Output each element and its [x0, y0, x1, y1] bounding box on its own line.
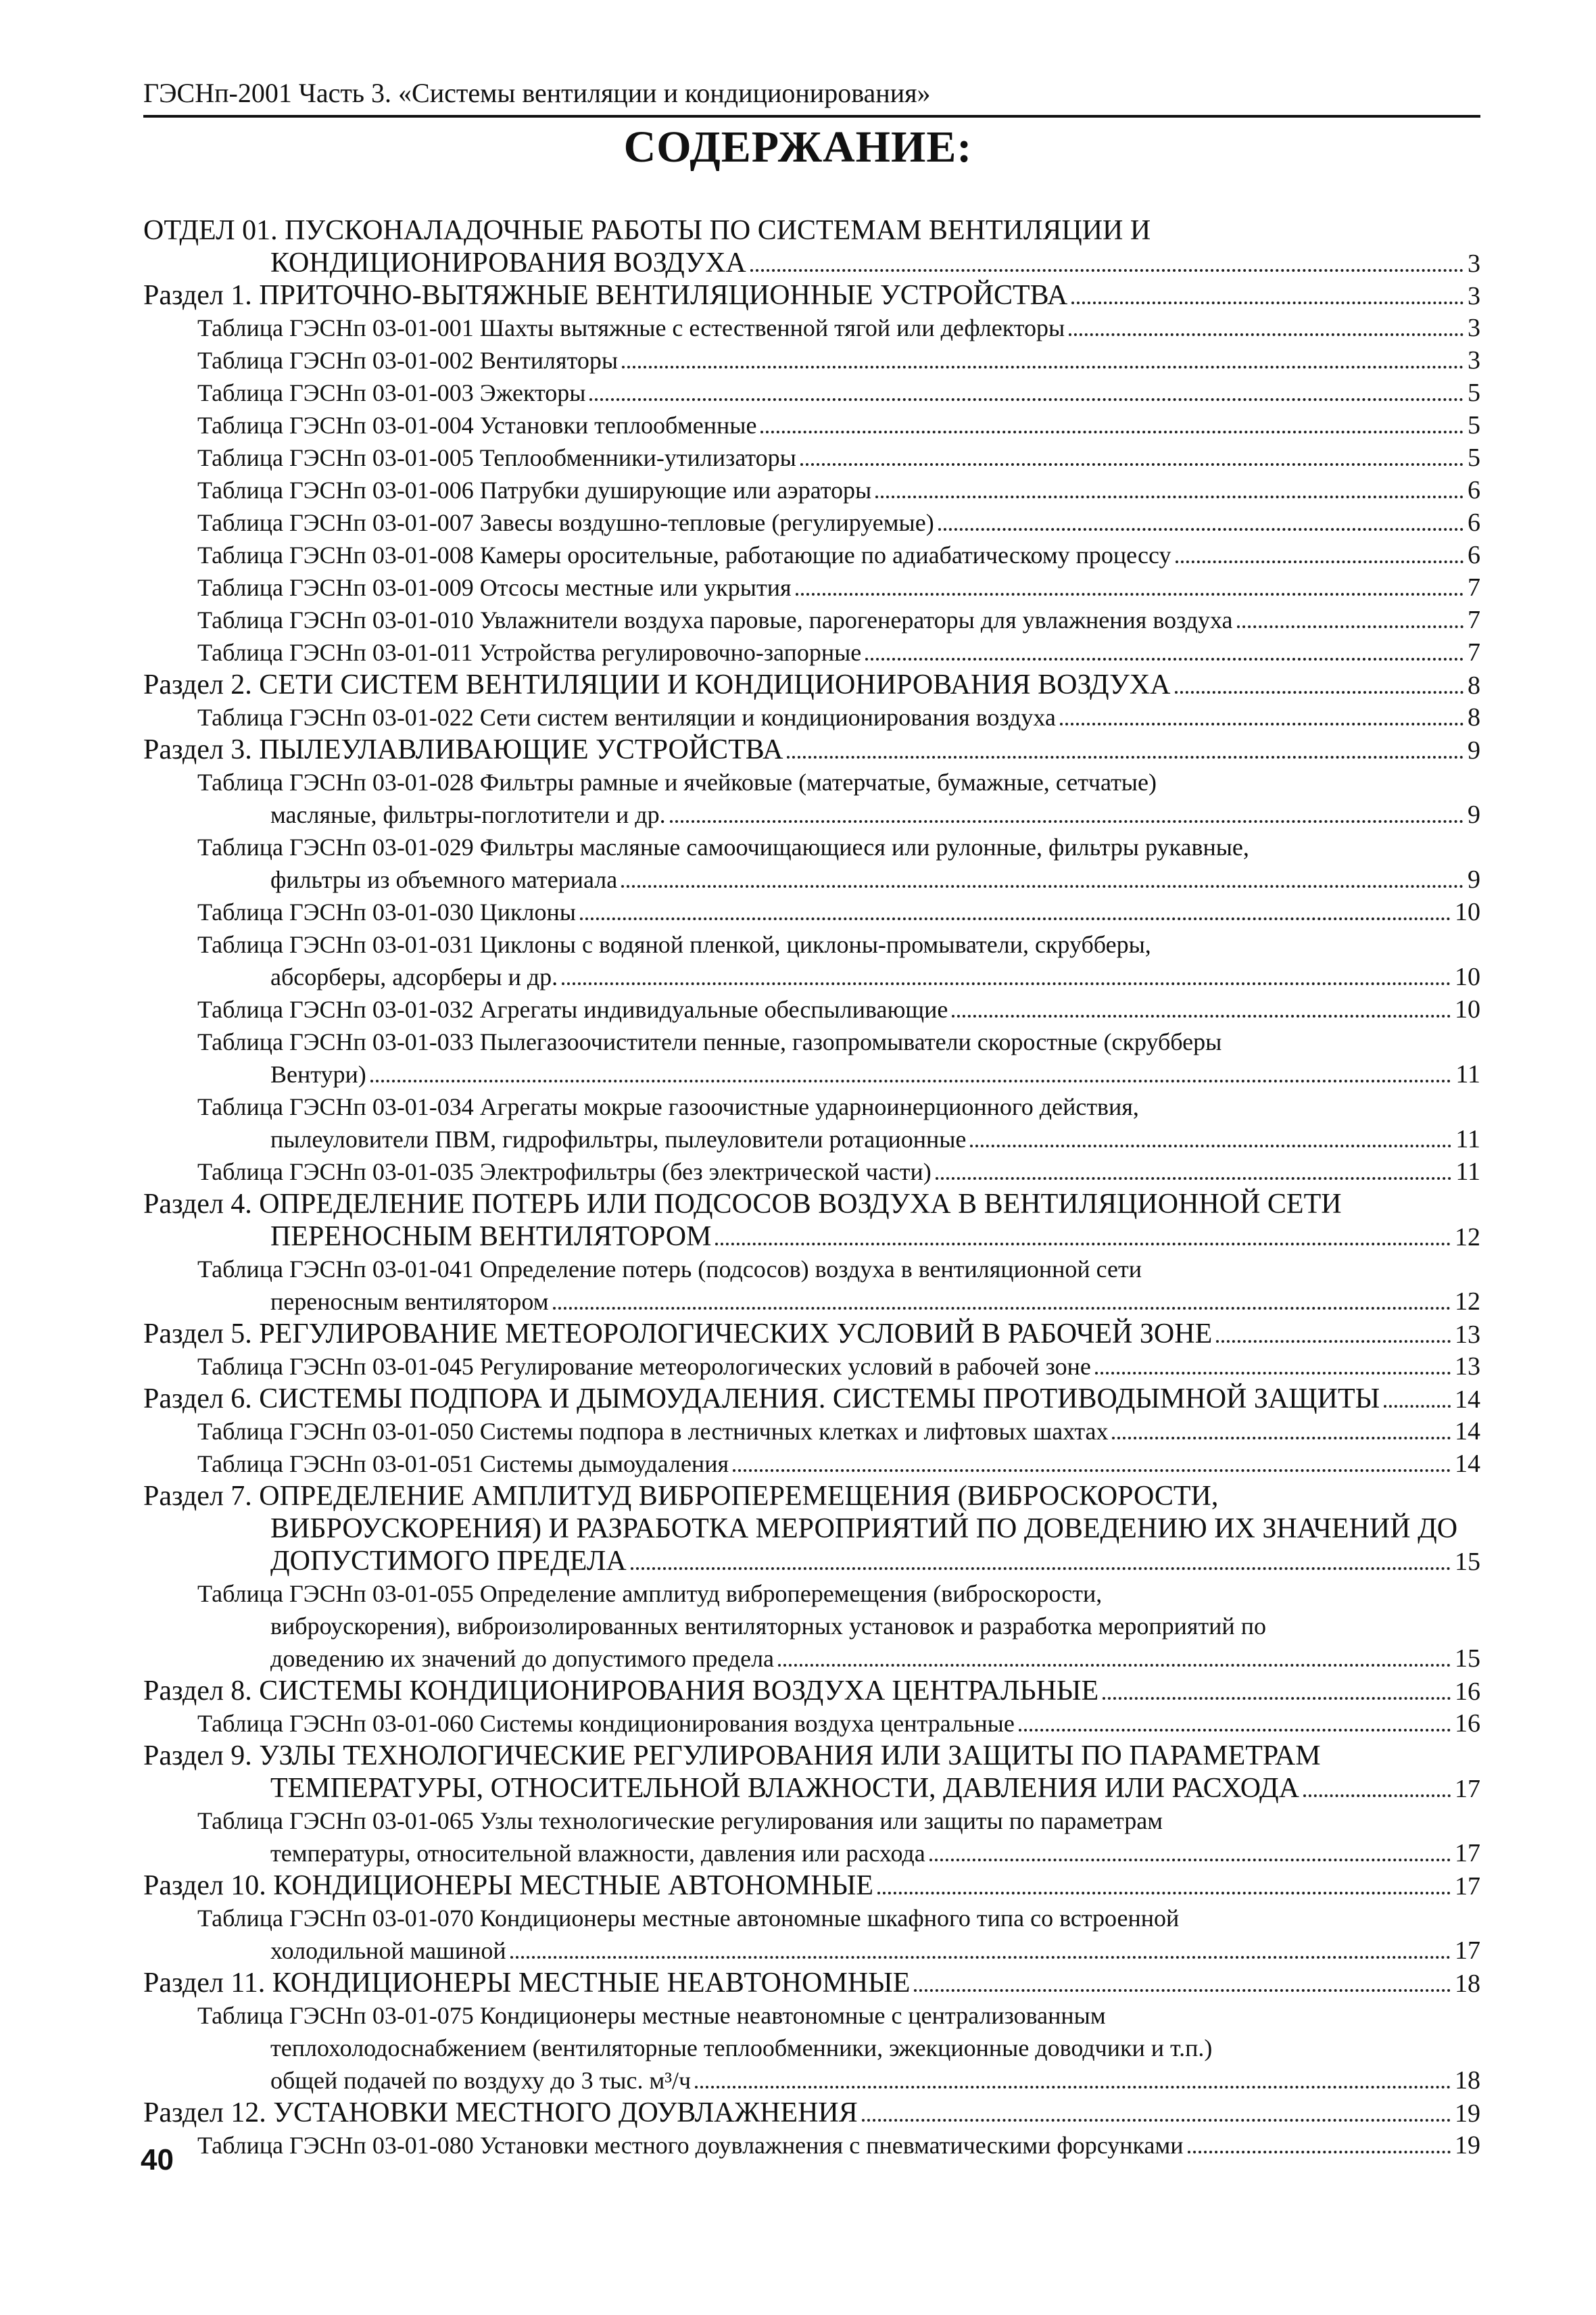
toc-page-number: 19	[1455, 2099, 1480, 2128]
dot-leader	[1188, 2151, 1451, 2153]
toc-entry-otdel-01-line2[interactable]	[270, 247, 1480, 279]
toc-entry-t-029-line2[interactable]	[270, 864, 1480, 896]
toc-page-number: 14	[1455, 1450, 1480, 1478]
toc-entry-t-028-line1[interactable]	[197, 767, 1480, 798]
toc-entry-t-055-line3[interactable]	[270, 1643, 1480, 1675]
toc-entry-razdel-9-line2[interactable]	[270, 1773, 1480, 1805]
toc-entry-text: ТЕМПЕРАТУРЫ, ОТНОСИТЕЛЬНОЙ ВЛАЖНОСТИ, ДАВЛЕНИЯ ИЛИ РАСХОДА	[270, 1773, 1299, 1804]
toc-entry-text: Таблица ГЭСНп 03-01-041 Определение потерь (подсосов) воздуха в вентиляционной сети	[197, 1256, 1142, 1283]
toc-entry-razdel-4-line2[interactable]	[270, 1221, 1480, 1253]
toc-entry-razdel-7-line2[interactable]	[270, 1513, 1480, 1545]
dot-leader	[787, 756, 1464, 759]
dot-leader	[1069, 333, 1464, 336]
toc-entry-text: Таблица ГЭСНп 03-01-006 Патрубки душирующие или аэраторы	[197, 477, 872, 504]
toc-entry-t-070-line1[interactable]	[197, 1903, 1480, 1934]
dot-leader	[1176, 560, 1464, 563]
dot-leader	[1095, 1372, 1451, 1375]
toc-entry-t-001[interactable]	[197, 312, 1480, 344]
toc-entry-text: виброускорения), виброизолированных вентиляторных установок и разработка мероприятий по	[270, 1613, 1266, 1640]
toc-page-number: 10	[1455, 995, 1480, 1024]
toc-entry-text: Таблица ГЭСНп 03-01-007 Завесы воздушно-тепловые (регулируемые)	[197, 509, 934, 536]
toc-entry-razdel-9-line1[interactable]	[143, 1740, 1480, 1772]
toc-entry-text: Таблица ГЭСНп 03-01-060 Системы кондиционирования воздуха центральные	[197, 1710, 1015, 1737]
toc-entry-text: теплохолодоснабжением (вентиляторные теплообменники, эжекционные доводчики и т.п.)	[270, 2034, 1213, 2061]
toc-page-number: 3	[1468, 282, 1480, 310]
toc-entry-text: Таблица ГЭСНп 03-01-075 Кондиционеры местные неавтономные с централизованным	[197, 2002, 1106, 2029]
toc-entry-t-031-line1[interactable]	[197, 929, 1480, 961]
toc-entry-text: абсорберы, адсорберы и др.	[270, 963, 558, 991]
dot-leader	[914, 1989, 1451, 1992]
toc-page-number: 3	[1468, 346, 1480, 375]
toc-entry-t-004[interactable]	[197, 410, 1480, 441]
toc-entry-razdel-5[interactable]	[143, 1318, 1480, 1350]
toc-page-number: 11	[1455, 1060, 1480, 1089]
toc-entry-t-055-line2[interactable]	[270, 1610, 1480, 1642]
toc-entry-t-032[interactable]	[197, 994, 1480, 1026]
toc-page-number: 14	[1455, 1417, 1480, 1446]
toc-entry-text: ОТДЕЛ 01. ПУСКОНАЛАДОЧНЫЕ РАБОТЫ ПО СИСТЕМАМ ВЕНТИЛЯЦИИ И	[143, 215, 1151, 246]
toc-entry-t-035[interactable]	[197, 1156, 1480, 1188]
toc-entry-text: ВИБРОУСКОРЕНИЯ) И РАЗРАБОТКА МЕРОПРИЯТИЙ ПО ДОВЕДЕНИЮ ИХ ЗНАЧЕНИЙ ДО	[270, 1513, 1458, 1544]
toc-entry-razdel-10[interactable]	[143, 1870, 1480, 1902]
toc-entry-text: Раздел 2. СЕТИ СИСТЕМ ВЕНТИЛЯЦИИ И КОНДИЦИОНИРОВАНИЯ ВОЗДУХА	[143, 669, 1171, 700]
toc-entry-t-065-line1[interactable]	[197, 1805, 1480, 1837]
running-header: ГЭСНп-2001 Часть 3. «Системы вентиляции и кондиционирования»	[143, 78, 931, 108]
dot-leader	[1019, 1729, 1451, 1732]
dot-leader	[875, 496, 1464, 498]
toc-entry-text: Раздел 9. УЗЛЫ ТЕХНОЛОГИЧЕСКИЕ РЕГУЛИРОВАНИЯ ИЛИ ЗАЩИТЫ ПО ПАРАМЕТРАМ	[143, 1740, 1321, 1771]
dot-leader	[1071, 302, 1464, 304]
dot-leader	[370, 1080, 1452, 1082]
page-title: СОДЕРЖАНИЕ:	[623, 122, 973, 172]
toc-entry-text: Таблица ГЭСНп 03-01-050 Системы подпора в лестничных клетках и лифтовых шахтах	[197, 1418, 1109, 1445]
toc-entry-text: Таблица ГЭСНп 03-01-032 Агрегаты индивидуальные обеспыливающие	[197, 996, 948, 1023]
toc-entry-text: Таблица ГЭСНп 03-01-035 Электрофильтры (без электрической части)	[197, 1158, 932, 1185]
toc-entry-t-045[interactable]	[197, 1351, 1480, 1383]
toc-entry-text: Таблица ГЭСНп 03-01-001 Шахты вытяжные с естественной тягой или дефлекторы	[197, 314, 1065, 341]
toc-page-number: 12	[1455, 1223, 1480, 1251]
toc-entry-text: масляные, фильтры-поглотители и др.	[270, 801, 666, 828]
toc-page-number: 7	[1468, 638, 1480, 667]
toc-entry-text: Раздел 11. КОНДИЦИОНЕРЫ МЕСТНЫЕ НЕАВТОНОМНЫЕ	[143, 1967, 911, 1999]
toc-page-number: 6	[1468, 541, 1480, 569]
toc-page-number: 18	[1455, 1970, 1480, 1998]
dot-leader	[589, 398, 1464, 401]
toc-entry-t-002[interactable]	[197, 345, 1480, 377]
toc-entry-text: ПЕРЕНОСНЫМ ВЕНТИЛЯТОРОМ	[270, 1221, 712, 1252]
toc-entry-t-055-line1[interactable]	[197, 1578, 1480, 1610]
toc-page-number: 19	[1455, 2131, 1480, 2159]
toc-page-number: 15	[1455, 1644, 1480, 1673]
toc-entry-razdel-7-line1[interactable]	[143, 1481, 1480, 1512]
dot-leader	[733, 1469, 1451, 1472]
toc-entry-t-003[interactable]	[197, 377, 1480, 409]
toc-entry-text: доведению их значений до допустимого предела	[270, 1645, 775, 1672]
toc-entry-t-007[interactable]	[197, 507, 1480, 539]
toc-entry-razdel-8[interactable]	[143, 1675, 1480, 1707]
toc-entry-text: Таблица ГЭСНп 03-01-051 Системы дымоудаления	[197, 1450, 729, 1477]
toc-page-number: 7	[1468, 573, 1480, 602]
toc-entry-text: Раздел 3. ПЫЛЕУЛАВЛИВАЮЩИЕ УСТРОЙСТВА	[143, 734, 783, 765]
toc-entry-t-031-line2[interactable]	[270, 961, 1480, 993]
toc-page-number: 13	[1455, 1352, 1480, 1381]
toc-page-number: 9	[1468, 865, 1480, 894]
dot-leader	[1303, 1794, 1451, 1797]
toc-page-number: 10	[1455, 963, 1480, 991]
toc-entry-text: пылеуловители ПВМ, гидрофильтры, пылеуловители ротационные	[270, 1126, 967, 1153]
toc-entry-text: Таблица ГЭСНп 03-01-011 Устройства регулировочно-запорные	[197, 639, 862, 666]
dot-leader	[877, 1892, 1451, 1894]
toc-page-number: 17	[1455, 1839, 1480, 1867]
toc-page-number: 17	[1455, 1936, 1480, 1965]
toc-entry-t-080[interactable]	[197, 2130, 1480, 2162]
dot-leader	[1237, 625, 1464, 628]
toc-entry-text: Таблица ГЭСНп 03-01-010 Увлажнители воздуха паровые, парогенераторы для увлажнения воздуха	[197, 606, 1233, 634]
toc-page-number: 9	[1468, 801, 1480, 829]
dot-leader	[750, 269, 1464, 272]
dot-leader	[778, 1664, 1451, 1667]
dot-leader	[1112, 1437, 1451, 1439]
toc-entry-t-075-line3[interactable]	[270, 2065, 1480, 2097]
dot-leader	[970, 1145, 1451, 1147]
toc-entry-t-065-line2[interactable]	[270, 1838, 1480, 1869]
toc-entry-t-009[interactable]	[197, 572, 1480, 604]
dot-leader	[695, 2086, 1451, 2089]
dot-leader	[800, 463, 1464, 466]
toc-entry-t-051[interactable]	[197, 1448, 1480, 1480]
toc-entry-t-034-line1[interactable]	[197, 1091, 1480, 1123]
toc-page-number: 10	[1455, 898, 1480, 926]
dot-leader	[670, 820, 1464, 823]
toc-entry-t-022[interactable]	[197, 702, 1480, 734]
toc-entry-text: Раздел 8. СИСТЕМЫ КОНДИЦИОНИРОВАНИЯ ВОЗДУХА ЦЕНТРАЛЬНЫЕ	[143, 1675, 1099, 1707]
toc-entry-t-010[interactable]	[197, 604, 1480, 636]
dot-leader	[865, 658, 1464, 661]
toc-entry-razdel-12[interactable]	[143, 2097, 1480, 2129]
dot-leader	[796, 593, 1464, 596]
toc-entry-text: Таблица ГЭСНп 03-01-034 Агрегаты мокрые газоочистные ударноинерционного действия,	[197, 1093, 1139, 1120]
toc-entry-text: Таблица ГЭСНп 03-01-080 Установки местного доувлажнения с пневматическими форсунками	[197, 2132, 1184, 2159]
dot-leader	[1175, 691, 1464, 694]
toc-entry-t-034-line2[interactable]	[270, 1124, 1480, 1155]
toc-entry-t-041-line1[interactable]	[197, 1254, 1480, 1285]
toc-page-number: 12	[1455, 1287, 1480, 1316]
toc-entry-text: Раздел 6. СИСТЕМЫ ПОДПОРА И ДЫМОУДАЛЕНИЯ. СИСТЕМЫ ПРОТИВОДЫМНОЙ ЗАЩИТЫ	[143, 1383, 1380, 1414]
toc-entry-text: Раздел 12. УСТАНОВКИ МЕСТНОГО ДОУВЛАЖНЕНИЯ	[143, 2097, 858, 2128]
toc-entry-text: фильтры из объемного материала	[270, 866, 618, 893]
toc-entry-text: Раздел 5. РЕГУЛИРОВАНИЕ МЕТЕОРОЛОГИЧЕСКИХ УСЛОВИЙ В РАБОЧЕЙ ЗОНЕ	[143, 1318, 1213, 1350]
toc-entry-text: Раздел 1. ПРИТОЧНО-ВЫТЯЖНЫЕ ВЕНТИЛЯЦИОННЫЕ УСТРОЙСТВА	[143, 280, 1068, 311]
toc-entry-text: Таблица ГЭСНп 03-01-004 Установки теплообменные	[197, 412, 757, 439]
toc-entry-text: Таблица ГЭСНп 03-01-005 Теплообменники-утилизаторы	[197, 444, 796, 471]
toc-entry-text: Таблица ГЭСНп 03-01-002 Вентиляторы	[197, 347, 619, 374]
toc-entry-text: Таблица ГЭСНп 03-01-009 Отсосы местные или укрытия	[197, 574, 792, 601]
toc-entry-text: Таблица ГЭСНп 03-01-008 Камеры оросительные, работающие по адиабатическому процессу	[197, 542, 1171, 569]
toc-entry-t-029-line1[interactable]	[197, 832, 1480, 863]
toc-entry-text: Таблица ГЭСНп 03-01-003 Эжекторы	[197, 379, 586, 406]
toc-page-number: 7	[1468, 606, 1480, 634]
dot-leader	[562, 982, 1451, 985]
dot-leader	[553, 1307, 1451, 1310]
dot-leader	[929, 1859, 1451, 1861]
toc-entry-t-011[interactable]	[197, 637, 1480, 669]
toc-entry-t-050[interactable]	[197, 1416, 1480, 1448]
dot-leader	[622, 366, 1464, 368]
toc-entry-text: Раздел 10. КОНДИЦИОНЕРЫ МЕСТНЫЕ АВТОНОМНЫЕ	[143, 1870, 874, 1901]
toc-page-number: 11	[1455, 1125, 1480, 1153]
toc-entry-t-075-line2[interactable]	[270, 2032, 1480, 2064]
dot-leader	[1103, 1697, 1451, 1700]
toc-entry-text: Таблица ГЭСНп 03-01-070 Кондиционеры местные автономные шкафного типа со встроенной	[197, 1905, 1180, 1932]
toc-page-number: 3	[1468, 314, 1480, 342]
toc-page-number: 17	[1455, 1775, 1480, 1803]
toc-entry-razdel-1[interactable]	[143, 280, 1480, 312]
dot-leader	[1216, 1340, 1451, 1343]
toc-entry-t-028-line2[interactable]	[270, 799, 1480, 831]
toc-entry-text: Таблица ГЭСНп 03-01-045 Регулирование метеорологических условий в рабочей зоне	[197, 1353, 1091, 1380]
toc-entry-text: Вентури)	[270, 1061, 366, 1088]
toc-page-number: 5	[1468, 411, 1480, 439]
toc-entry-otdel-01-line1[interactable]	[143, 215, 1480, 247]
toc-page-number: 8	[1468, 703, 1480, 732]
toc-page-number: 11	[1455, 1158, 1480, 1186]
toc-entry-t-005[interactable]	[197, 442, 1480, 474]
toc-page-number: 15	[1455, 1548, 1480, 1576]
toc-entry-text: Таблица ГЭСНп 03-01-022 Сети систем вентиляции и кондиционирования воздуха	[197, 704, 1056, 731]
toc-entry-t-030[interactable]	[197, 897, 1480, 928]
toc-entry-text: КОНДИЦИОНИРОВАНИЯ ВОЗДУХА	[270, 247, 746, 279]
page-number: 40	[141, 2143, 174, 2176]
toc-entry-t-060[interactable]	[197, 1708, 1480, 1740]
toc-entry-text: Таблица ГЭСНп 03-01-031 Циклоны с водяной пленкой, циклоны-промыватели, скрубберы,	[197, 931, 1151, 958]
toc-page-number: 13	[1455, 1320, 1480, 1349]
dot-leader	[1384, 1405, 1451, 1408]
toc-page-number: 6	[1468, 476, 1480, 504]
toc-entry-text: Таблица ГЭСНп 03-01-065 Узлы технологические регулирования или защиты по параметрам	[197, 1807, 1163, 1834]
dot-leader	[862, 2119, 1451, 2122]
toc-entry-text: общей подачей по воздуху до 3 тыс. м³/ч	[270, 2067, 692, 2094]
toc-page-number: 17	[1455, 1872, 1480, 1901]
toc-entry-t-041-line2[interactable]	[270, 1286, 1480, 1318]
toc-page-number: 16	[1455, 1677, 1480, 1706]
toc-entry-t-033-line2[interactable]	[270, 1059, 1480, 1091]
toc-entry-text: температуры, относительной влажности, давления или расхода	[270, 1840, 925, 1867]
toc-entry-razdel-2[interactable]	[143, 669, 1480, 701]
toc-entry-text: ДОПУСТИМОГО ПРЕДЕЛА	[270, 1546, 627, 1577]
dot-leader	[760, 431, 1464, 433]
toc-page-number: 5	[1468, 444, 1480, 472]
toc-page-number: 3	[1468, 249, 1480, 278]
toc-page-number: 14	[1455, 1385, 1480, 1414]
toc-entry-text: Раздел 4. ОПРЕДЕЛЕНИЕ ПОТЕРЬ ИЛИ ПОДСОСОВ ВОЗДУХА В ВЕНТИЛЯЦИОННОЙ СЕТИ	[143, 1189, 1342, 1220]
toc-entry-text: Таблица ГЭСНп 03-01-030 Циклоны	[197, 899, 576, 926]
toc-page-number: 9	[1468, 736, 1480, 765]
toc-entry-text: Таблица ГЭСНп 03-01-055 Определение амплитуд виброперемещения (виброскорости,	[197, 1580, 1103, 1607]
toc-page-number: 6	[1468, 508, 1480, 537]
toc-entry-text: Раздел 7. ОПРЕДЕЛЕНИЕ АМПЛИТУД ВИБРОПЕРЕМЕЩЕНИЯ (ВИБРОСКОРОСТИ,	[143, 1481, 1219, 1512]
toc-page-number: 18	[1455, 2066, 1480, 2095]
toc-entry-t-008[interactable]	[197, 540, 1480, 571]
dot-leader	[631, 1567, 1451, 1570]
dot-leader	[580, 917, 1451, 920]
toc-entry-text: Таблица ГЭСНп 03-01-029 Фильтры масляные самоочищающиеся или рулонные, фильтры рукавные,	[197, 834, 1249, 861]
toc-entry-t-075-line1[interactable]	[197, 2000, 1480, 2032]
toc-entry-text: переносным вентилятором	[270, 1288, 549, 1315]
toc-entry-text: холодильной машиной	[270, 1937, 506, 1964]
dot-leader	[952, 1015, 1451, 1018]
toc-entry-t-033-line1[interactable]	[197, 1026, 1480, 1058]
toc-entry-razdel-7-line3[interactable]	[270, 1546, 1480, 1577]
dot-leader	[621, 885, 1464, 888]
dot-leader	[938, 528, 1464, 531]
toc-page-number: 5	[1468, 379, 1480, 407]
toc-entry-razdel-11[interactable]	[143, 1967, 1480, 1999]
toc-entry-text: Таблица ГЭСНп 03-01-028 Фильтры рамные и ячейковые (матерчатые, бумажные, сетчатые)	[197, 769, 1157, 796]
toc-entry-razdel-6[interactable]	[143, 1383, 1480, 1415]
toc-entry-t-006[interactable]	[197, 475, 1480, 506]
dot-leader	[715, 1243, 1451, 1245]
dot-leader	[510, 1956, 1451, 1959]
toc-page-number: 16	[1455, 1709, 1480, 1738]
toc-entry-text: Таблица ГЭСНп 03-01-033 Пылегазоочистители пенные, газопромыватели скоростные (скрубберы	[197, 1028, 1222, 1055]
toc-entry-razdel-3[interactable]	[143, 734, 1480, 766]
dot-leader	[936, 1177, 1452, 1180]
toc-entry-t-070-line2[interactable]	[270, 1935, 1480, 1967]
dot-leader	[1060, 723, 1464, 725]
toc-page-number: 8	[1468, 671, 1480, 700]
toc-entry-razdel-4-line1[interactable]	[143, 1189, 1480, 1220]
